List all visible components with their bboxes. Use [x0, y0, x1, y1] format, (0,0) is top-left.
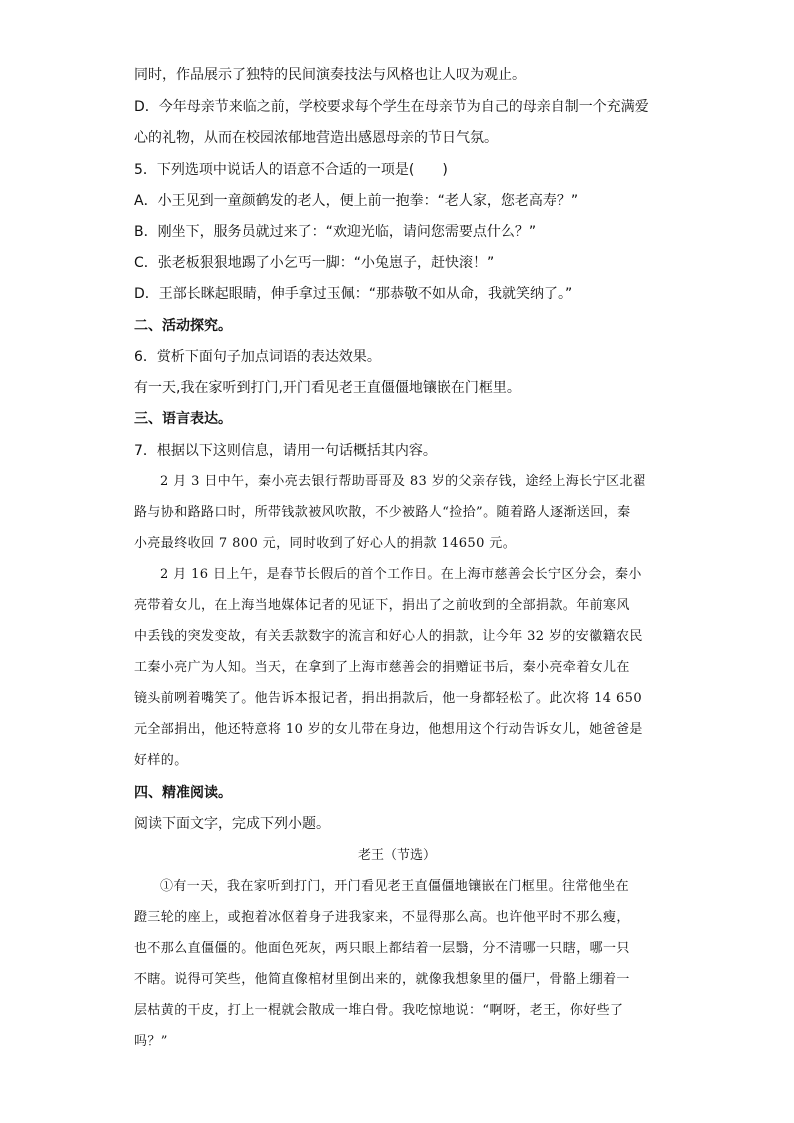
question-7: 7．根据以下这则信息，请用一句话概括其内容。: [134, 443, 437, 459]
question-5-option-c: C．张老板狠狠地踢了小乞丐一脚：“小兔崽子，赶快滚！”: [134, 255, 495, 271]
section-3-heading: 三、语言表达。: [134, 411, 232, 427]
option-c-continuation: 同时，作品展示了独特的民间演奏技法与风格也让人叹为观止。: [134, 67, 526, 83]
reading-instruction: 阅读下面文字，完成下列小题。: [134, 816, 330, 832]
news-line: 工秦小亮广为人知。当天，在拿到了上海市慈善会的捐赠证书后，秦小亮牵着女儿在: [134, 660, 630, 675]
option-d: D．今年母亲节来临之前，学校要求每个学生在母亲节为自己的母亲自制一个充满爱: [134, 99, 649, 115]
question-6-sentence: 有一天,我在家听到打门,开门看见老王直僵僵地镶嵌在门框里。: [134, 380, 521, 396]
news-line: 好样的。: [134, 753, 188, 768]
question-5-option-d: D．王部长眯起眼睛，伸手拿过玉佩：“那恭敬不如从命，我就笑纳了。”: [134, 286, 573, 302]
excerpt-line: 层枯黄的干皮，打上一棍就会散成一堆白骨。我吃惊地说：“啊呀，老王，你好些了: [134, 1003, 624, 1018]
news-line: 2 月 16 日上午，是春节长假后的首个工作日。在上海市慈善会长宁区分会，秦小: [160, 567, 642, 582]
excerpt-line: 也不那么直僵僵的。他面色死灰，两只眼上都结着一层翳，分不清哪一只瞎，哪一只: [134, 941, 630, 956]
excerpt-line: ①有一天，我在家听到打门，开门看见老王直僵僵地镶嵌在门框里。往常他坐在: [160, 879, 630, 894]
news-line: 亮带着女儿，在上海当地媒体记者的见证下，捐出了之前收到的全部捐款。年前寒风: [134, 598, 630, 613]
question-5: 5．下列选项中说话人的语意不合适的一项是( ): [134, 162, 448, 178]
news-line: 2 月 3 日中午，秦小亮去银行帮助哥哥及 83 岁的父亲存钱，途经上海长宁区北翟: [160, 474, 647, 489]
question-5-option-b: B．刚坐下，服务员就过来了：“欢迎光临，请问您需要点什么？”: [134, 224, 537, 240]
news-line: 镜头前咧着嘴笑了。他告诉本报记者，捐出捐款后，他一身都轻松了。此次将 14 650: [134, 691, 643, 706]
question-6: 6．赏析下面句子加点词语的表达效果。: [134, 349, 381, 365]
excerpt-line: 不瞎。说得可笑些，他简直像棺材里倒出来的，就像我想象里的僵尸，骨骼上绷着一: [134, 972, 630, 987]
news-line: 元全部捐出，他还特意将 10 岁的女儿带在身边，他想用这个行动告诉女儿，她爸爸是: [134, 722, 643, 737]
news-line: 路与协和路路口时，所带钱款被风吹散，不少被路人“捡拾”。随着路人逐渐送回，秦: [134, 505, 631, 520]
news-line: 中丢钱的突发变故，有关丢款数字的流言和好心人的捐款，让今年 32 岁的安徽籍农民: [134, 629, 643, 644]
news-line: 小亮最终收回 7 800 元，同时收到了好心人的捐款 14650 元。: [134, 536, 517, 551]
option-d-continuation: 心的礼物，从而在校园浓郁地营造出感恩母亲的节日气氛。: [134, 130, 498, 146]
excerpt-line: 蹬三轮的座上，或抱着冰伛着身子进我家来，不显得那么高。也许他平时不那么瘦，: [134, 910, 630, 925]
question-5-option-a: A．小王见到一童颜鹤发的老人，便上前一抱拳：“老人家，您老高寿？”: [134, 193, 579, 209]
section-4-heading: 四、精准阅读。: [134, 785, 232, 801]
section-2-heading: 二、活动探究。: [134, 318, 232, 334]
excerpt-title: 老王（节选）: [357, 848, 436, 863]
excerpt-line: 吗？”: [134, 1034, 168, 1049]
